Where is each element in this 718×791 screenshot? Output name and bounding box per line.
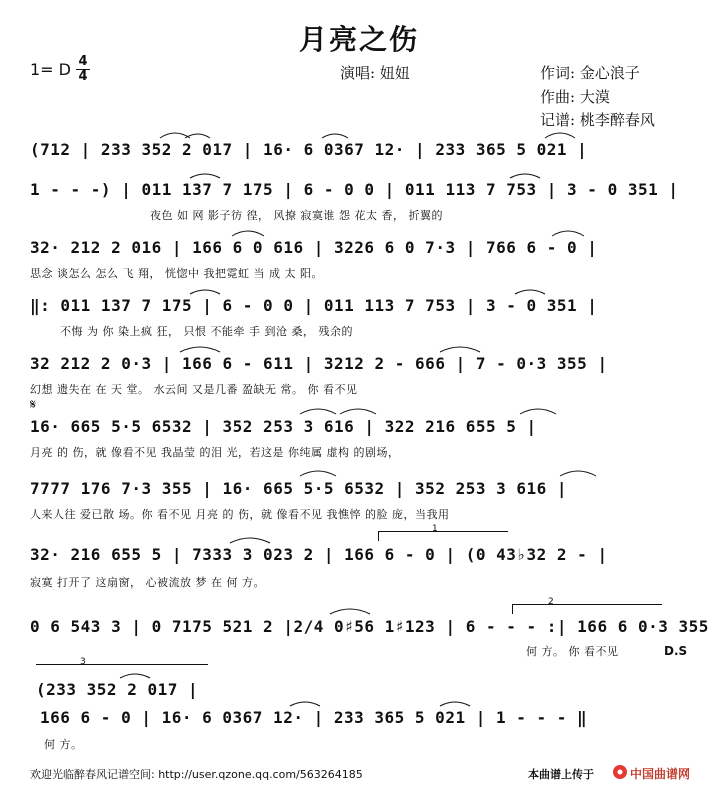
notation-line-1: (712 | 233 352 2 017 | 16· 6 0367 12· | 233 365 5 021 | [30,140,588,159]
lyricist-credit: 作词: 金心浪子 [540,64,640,82]
notation-line-9: 0 6 543 3 | 0 7175 521 2 |2/4 0♯56 1♯123 | 6 - - - :| 166 6 0·3 355 [30,617,709,636]
notation-line-6: 16· 665 5·5 6532 | 352 253 3 616 | 322 216 655 5 | [30,417,537,436]
notation-line-8: 32· 216 655 5 | 7333 3 023 2 | 166 6 - 0 | (0 43♭32 2 - | [30,545,608,564]
lyric-line-6: 人来人往 爱已散 场。你 看不见 月亮 的 伤，就 像看不见 我憔悴 的脸 庞，当我用 [30,508,450,521]
notation-line-3: 32· 212 2 016 | 166 6 0 616 | 3226 6 0 7·3 | 766 6 - 0 | [30,238,598,257]
time-top: 4 [78,54,88,69]
time-bottom: 4 [78,69,88,84]
footer-visit-text: 欢迎光临醉春风记谱空间: http://user.qzone.qq.com/563264185 [30,768,363,781]
triplet-mark: 3 [80,657,86,667]
lyric-line-7: 寂寞 打开了 这扇窗， 心被流放 梦 在 何 方。 [30,576,265,589]
ds-marking: D.S [664,644,688,658]
lyric-line-3: 不悔 为 你 染上疯 狂， 只恨 不能牵 手 到沧 桑， 残余的 [60,325,353,338]
volta-2-label: 2 [548,597,554,607]
notation-line-10: (233 352 2 017 | [36,680,199,699]
page-title: 月亮之伤 [298,23,419,56]
key-signature: 1= D [30,60,71,79]
notation-line-7: 7777 176 7·3 355 | 16· 665 5·5 6532 | 352 253 3 616 | [30,479,568,498]
segno-icon: 𝄋 [30,397,37,413]
composer-credit: 作曲: 大漠 [540,88,610,106]
notation-line-2: 1 - - -) | 011 137 7 175 | 6 - 0 0 | 011 113 7 753 | 3 - 0 351 | [30,180,679,199]
lyric-line-4: 幻想 遗失在 在 天 堂。 水云间 又是几番 盈缺无 常。 你 看不见 [30,383,358,396]
site-brand[interactable]: 中国曲谱网 [630,767,691,781]
notation-line-4: ‖: 011 137 7 175 | 6 - 0 0 | 011 113 7 753 | 3 - 0 351 | [30,296,598,315]
singer-credit: 演唱: 妞妞 [340,64,410,82]
lyric-line-9: 何 方。 [44,738,83,751]
lyric-line-8: 何 方。 你 看不见 [526,645,619,658]
volta-1-label: 1 [432,524,438,534]
transcriber-credit: 记谱: 桃李醉春风 [540,111,655,129]
lyric-line-5: 月亮 的 伤，就 像看不见 我晶莹 的泪 光，若这是 你纯属 虚构 的剧场， [30,446,400,459]
notation-line-5: 32 212 2 0·3 | 166 6 - 611 | 3212 2 - 666 | 7 - 0·3 355 | [30,354,608,373]
lyric-line-1: 夜色 如 网 影子彷 徨， 风撩 寂寞谁 怨 花太 香， 折翼的 [150,209,443,222]
cd-logo-icon [612,764,628,780]
lyric-line-2: 思念 谈怎么 怎么 飞 翔， 恍惚中 我把霓虹 当 成 太 阳。 [30,267,323,280]
notation-line-11: 166 6 - 0 | 16· 6 0367 12· | 233 365 5 021 | 1 - - - ‖ [40,708,588,727]
footer-upload-text: 本曲谱上传于 [528,768,594,781]
